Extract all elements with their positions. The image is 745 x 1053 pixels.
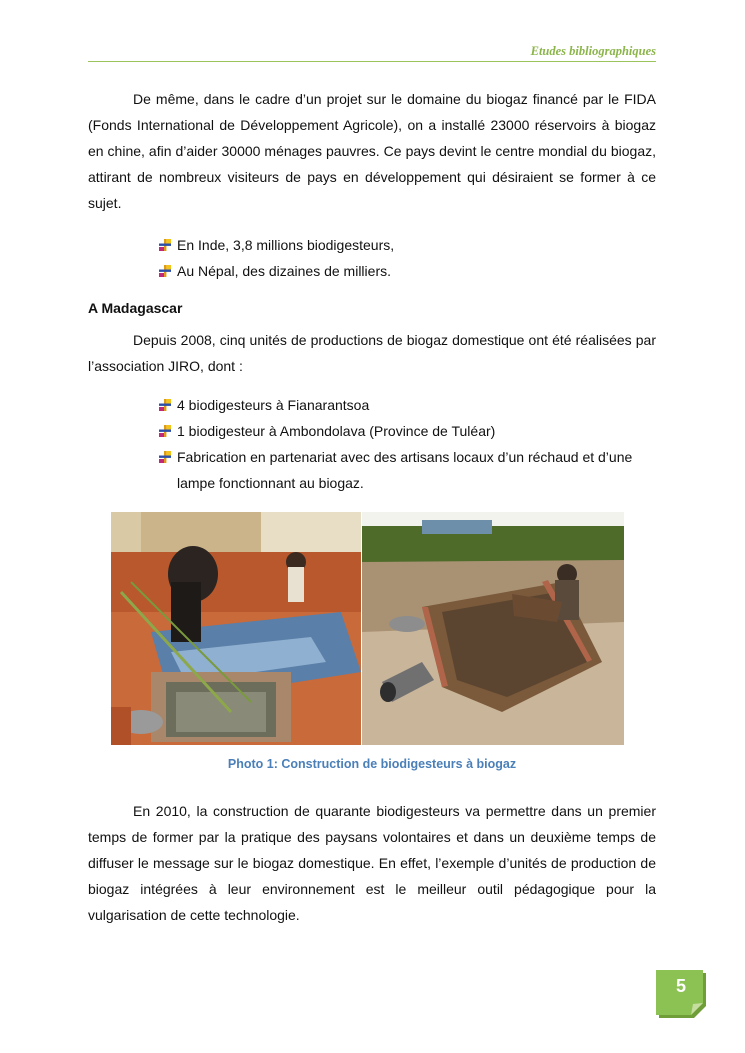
list-item [158,232,656,258]
list-item [158,444,656,496]
bullet-list-madagascar [158,392,656,496]
bullet-icon [158,264,172,278]
bullet-icon [158,424,172,438]
bullet-icon [158,450,172,464]
header-rule [88,61,656,62]
figure-caption: Photo 1: Construction de biodigesteurs à biogaz [227,757,517,771]
paragraph-jiro: Depuis 2008, cinq unités de productions de biogaz domestique ont été réalisées par l’association JIRO, dont : [88,332,656,374]
page-number: 5 [675,976,686,996]
bullet-icon [158,238,172,252]
paragraph-china: De même, dans le cadre d’un projet sur le domaine du biogaz financé par le FIDA (Fonds International de Développement Agricole), on a installé 23000 réservoirs à biogaz en chine, afin d’aider 30000 ménages pauvres. Ce pays devint le centre mondial du biogaz, attirant de nombreux visiteurs de pays en développement qui désiraient se former à ce sujet. [88,91,656,211]
list-item [158,258,656,284]
list-item-text: 1 biodigesteur à Ambondolava (Province de Tuléar) [177,423,496,439]
paragraph-2010: En 2010, la construction de quarante biodigesteurs va permettre dans un premier temps de former par la pratique des paysans volontaires et dans un deuxième temps de diffuser le message sur le biogaz domestique. En effet, l’exemple d’unités de production de biogaz intégrées à leur environnement est le meilleur outil pédagogique pour la vulgarisation de cette technologie. [88,803,656,923]
list-item [158,418,656,444]
bullet-list-countries [158,232,656,284]
photo-construction-left [111,512,361,745]
section-heading: A Madagascar [88,300,183,316]
list-item-text: 4 biodigesteurs à Fianarantsoa [177,397,370,413]
list-item [158,392,656,418]
list-item-text: Fabrication en partenariat avec des artisans locaux d’un réchaud et d’une lampe fonctionnant au biogaz. [177,449,633,491]
list-item-text: Au Népal, des dizaines de milliers. [177,263,391,279]
bullet-icon [158,398,172,412]
list-item-text: En Inde, 3,8 millions biodigesteurs, [177,237,395,253]
running-header: Etudes bibliographiques [530,44,656,58]
photo-construction-right [362,512,624,745]
